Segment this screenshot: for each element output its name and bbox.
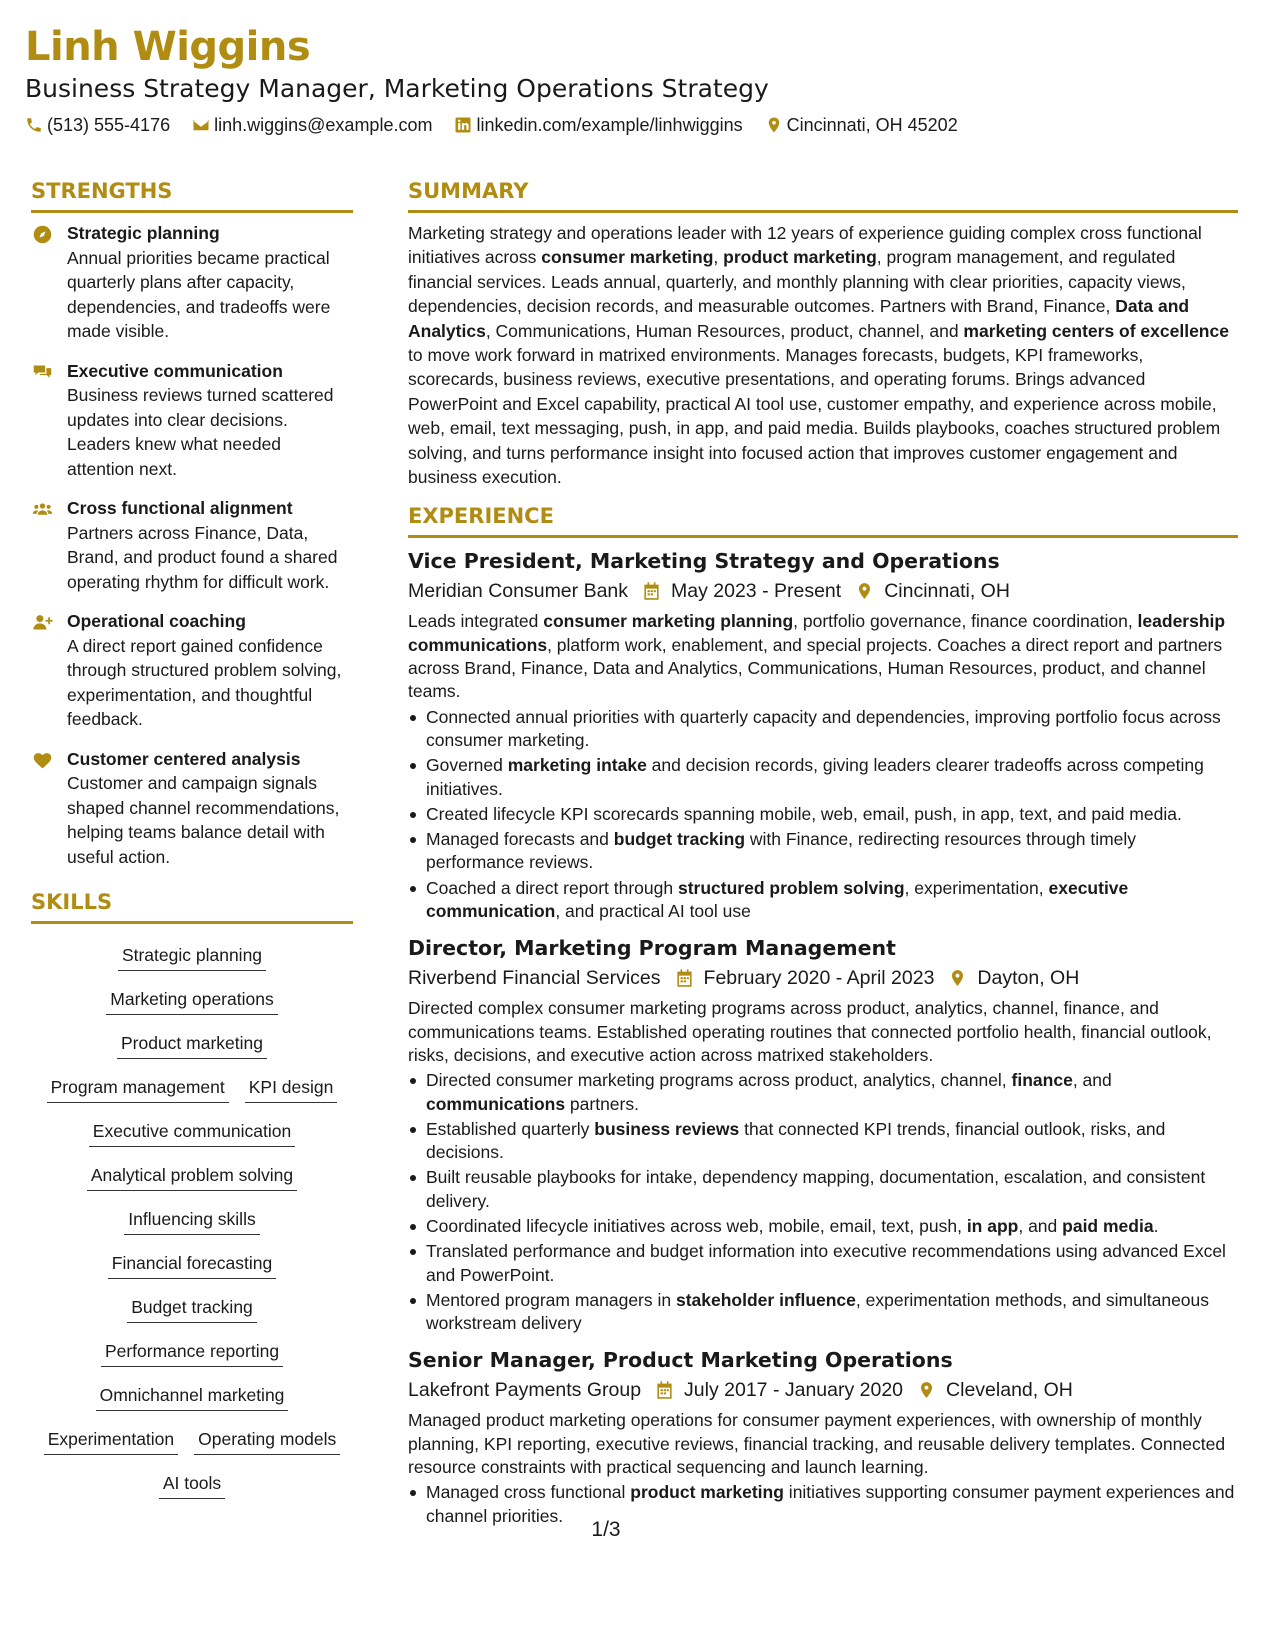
skill-tag: Product marketing bbox=[117, 1030, 267, 1059]
text-segment: and decision records, giving leaders clearer tradeoffs across competing initiatives. bbox=[426, 755, 1204, 799]
skill-tag: Executive communication bbox=[89, 1118, 295, 1147]
text-segment: , portfolio governance, finance coordination, bbox=[793, 611, 1138, 632]
strengths-heading: STRENGTHS bbox=[31, 176, 353, 213]
location-text: Cincinnati, OH 45202 bbox=[786, 115, 958, 135]
strength-text: Customer and campaign signals shaped channel recommendations, helping teams balance detail with useful action. bbox=[67, 773, 340, 867]
emphasis-text: Data and Analytics bbox=[408, 296, 1190, 341]
skill-row bbox=[31, 1470, 353, 1499]
skill-row bbox=[31, 942, 353, 971]
text-segment: , experimentation, bbox=[904, 877, 1049, 898]
skill-tag: Financial forecasting bbox=[108, 1250, 277, 1279]
bullet-item bbox=[408, 803, 1238, 826]
job-meta bbox=[408, 1375, 1238, 1405]
job-title: Senior Manager, Product Marketing Operations bbox=[408, 1348, 953, 1373]
skill-row bbox=[31, 1118, 353, 1147]
dates-text: July 2017 - January 2020 bbox=[684, 1379, 904, 1402]
job-description bbox=[408, 610, 1238, 703]
text-segment: Directed consumer marketing programs across product, analytics, channel, bbox=[426, 1070, 1012, 1091]
skill-row bbox=[31, 986, 353, 1015]
text-segment: Directed complex consumer marketing programs across product, analytics, channel, finance, and communications teams. Established operating routines that connected portfolio health, financial outlook, risks, decisions, and executive action across matrixed stakeholders. bbox=[408, 998, 1212, 1065]
text-segment: with Finance, redirecting resources through timely performance reviews. bbox=[426, 829, 1137, 873]
emphasis-text: product marketing bbox=[630, 1482, 784, 1503]
phone-icon bbox=[25, 116, 43, 134]
skill-tag: Program management bbox=[47, 1074, 229, 1103]
job-entry bbox=[408, 546, 1238, 923]
emphasis-text: communications bbox=[426, 1093, 566, 1114]
bullet-item bbox=[408, 754, 1238, 801]
text-segment: Created lifecycle KPI scorecards spanning mobile, web, email, push, in app, text, and paid media. bbox=[426, 803, 1182, 824]
job-meta bbox=[408, 963, 1238, 993]
company-text: Riverbend Financial Services bbox=[408, 967, 661, 990]
bullet-item bbox=[408, 1118, 1238, 1165]
text-segment: , and bbox=[1072, 1070, 1112, 1091]
skill-row bbox=[31, 1426, 353, 1455]
emphasis-text: marketing intake bbox=[507, 755, 647, 776]
skill-row bbox=[31, 1074, 353, 1103]
company-name bbox=[408, 576, 628, 606]
job-location bbox=[948, 963, 1079, 993]
emphasis-text: consumer marketing planning bbox=[543, 611, 794, 632]
emphasis-text: marketing centers of excellence bbox=[963, 320, 1229, 341]
bullet-item bbox=[408, 1289, 1238, 1336]
skill-row bbox=[31, 1294, 353, 1323]
text-segment: Governed bbox=[426, 755, 508, 776]
skill-row bbox=[31, 1162, 353, 1191]
text-segment: , platform work, enablement, and special projects. Coaches a direct report and partners across Brand, Finance, Data and Analytics, Communications, Human Resources, product, and channel teams. bbox=[408, 634, 1223, 702]
text-segment: to move work forward in matrixed environments. Manages forecasts, budgets, KPI frameworks, scorecards, business reviews, executive presentations, and operating forums. Brings advanced PowerPoint and Excel capability, practical AI tool use, customer empathy, and experience across mobile, web, email, text messaging, push, in app, and paid media. Builds playbooks, coaches structured problem solving, and turns performance insight into focused action that improves customer engagement and business execution. bbox=[408, 345, 1221, 488]
text-segment: , experimentation methods, and simultaneous workstream delivery bbox=[426, 1289, 1210, 1334]
strength-title: Customer centered analysis bbox=[67, 748, 301, 769]
emphasis-text: stakeholder influence bbox=[675, 1289, 856, 1310]
text-segment: Mentored program managers in bbox=[426, 1289, 676, 1310]
skill-tag: Performance reporting bbox=[101, 1338, 283, 1367]
emphasis-text: in app bbox=[966, 1216, 1019, 1236]
bullet-item bbox=[408, 1215, 1238, 1238]
text-segment: Built reusable playbooks for intake, dependency mapping, documentation, escalation, and consistent delivery. bbox=[426, 1167, 1206, 1211]
dates-text: May 2023 - Present bbox=[671, 580, 842, 603]
skill-tag: KPI design bbox=[245, 1074, 338, 1103]
strength-item bbox=[31, 747, 353, 870]
job-bullets bbox=[408, 1069, 1238, 1335]
emphasis-text: consumer marketing bbox=[541, 247, 714, 268]
company-text: Meridian Consumer Bank bbox=[408, 580, 629, 603]
bullet-item bbox=[408, 828, 1238, 875]
strength-title: Cross functional alignment bbox=[67, 498, 293, 518]
compass-icon bbox=[32, 224, 53, 245]
chat-bubbles-icon bbox=[32, 362, 53, 383]
skills-list bbox=[31, 932, 353, 1514]
linkedin-text: linkedin.com/example/linhwiggins bbox=[476, 115, 743, 135]
skill-tag: AI tools bbox=[159, 1470, 225, 1499]
calendar-icon bbox=[642, 581, 661, 601]
location-pin-icon bbox=[948, 968, 967, 988]
job-meta bbox=[408, 576, 1238, 606]
strength-item bbox=[31, 221, 353, 344]
location-text: Cincinnati, OH bbox=[884, 580, 1010, 603]
strength-item bbox=[31, 359, 353, 482]
skill-tag: Strategic planning bbox=[118, 942, 266, 971]
skill-tag: Analytical problem solving bbox=[87, 1162, 297, 1191]
text-segment: Managed forecasts and bbox=[426, 829, 614, 850]
resume-header bbox=[25, 22, 1255, 138]
job-dates bbox=[655, 1375, 903, 1405]
strength-title: Strategic planning bbox=[67, 223, 220, 243]
text-segment: Coached a direct report through bbox=[426, 877, 678, 898]
email-text: linh.wiggins@example.com bbox=[214, 115, 433, 135]
job-entry bbox=[408, 933, 1238, 1335]
location-pin-icon bbox=[765, 116, 783, 134]
job-bullets bbox=[408, 706, 1238, 924]
text-segment: Managed product marketing operations for consumer payment experiences, with ownership of monthly planning, KPI reporting, executive reviews, financial tracking, and reusable delivery templates. Connected resource constraints with practical sequencing and launch learning. bbox=[408, 1410, 1226, 1478]
text-segment: Established quarterly bbox=[426, 1118, 595, 1139]
envelope-icon bbox=[192, 116, 210, 134]
job-entry bbox=[408, 1345, 1238, 1527]
bullet-item bbox=[408, 1069, 1238, 1116]
summary-text bbox=[408, 221, 1238, 489]
heart-icon bbox=[32, 750, 53, 771]
company-name bbox=[408, 1375, 641, 1405]
experience-list bbox=[408, 546, 1238, 1528]
contact-linkedin[interactable] bbox=[454, 112, 742, 138]
text-segment: Marketing strategy and operations leader with 12 years of experience guiding complex cross functional initiatives across bbox=[408, 223, 1202, 268]
emphasis-text: executive communication bbox=[426, 877, 1129, 922]
company-name bbox=[408, 963, 661, 993]
job-description bbox=[408, 1409, 1238, 1479]
linkedin-icon bbox=[454, 116, 472, 134]
company-text: Lakefront Payments Group bbox=[408, 1379, 642, 1402]
text-segment: . bbox=[1153, 1216, 1159, 1236]
calendar-icon bbox=[675, 968, 694, 988]
text-segment: Translated performance and budget information into executive recommendations using advanced Excel and PowerPoint. bbox=[426, 1241, 1226, 1285]
skill-row bbox=[31, 1030, 353, 1059]
skill-row bbox=[31, 1250, 353, 1279]
skill-tag: Budget tracking bbox=[127, 1294, 257, 1323]
bullet-item bbox=[408, 877, 1238, 924]
emphasis-text: leadership communications bbox=[408, 611, 1226, 655]
skill-tag: Influencing skills bbox=[124, 1206, 259, 1235]
emphasis-text: paid media bbox=[1062, 1216, 1154, 1236]
contact-bar bbox=[25, 112, 1255, 138]
location-pin-icon bbox=[855, 581, 874, 601]
calendar-icon bbox=[655, 1380, 674, 1400]
text-segment: , Communications, Human Resources, product, channel, and bbox=[485, 320, 964, 341]
strength-text: A direct report gained confidence through structured problem solving, experimentation, and thoughtful feedback. bbox=[67, 635, 342, 729]
strength-title: Operational coaching bbox=[67, 611, 246, 631]
text-segment: Connected annual priorities with quarterly capacity and dependencies, improving portfolio focus across consumer marketing. bbox=[426, 706, 1221, 750]
bullet-item bbox=[408, 1240, 1238, 1287]
text-segment: , and bbox=[1018, 1216, 1063, 1236]
candidate-title: Business Strategy Manager, Marketing Operations Strategy bbox=[25, 74, 769, 103]
page-number: 1/3 bbox=[591, 1518, 621, 1541]
skill-tag: Operating models bbox=[194, 1426, 340, 1455]
text-segment: , and practical AI tool use bbox=[555, 901, 751, 922]
skill-row bbox=[31, 1206, 353, 1235]
dates-text: February 2020 - April 2023 bbox=[703, 967, 935, 990]
skill-tag: Omnichannel marketing bbox=[96, 1382, 289, 1411]
skills-heading: SKILLS bbox=[31, 887, 353, 924]
job-dates bbox=[642, 576, 841, 606]
text-segment: initiatives supporting consumer payment experiences and channel priorities. bbox=[426, 1482, 1235, 1526]
user-plus-icon bbox=[32, 612, 53, 633]
job-location bbox=[917, 1375, 1073, 1405]
strength-item bbox=[31, 496, 353, 594]
skill-row bbox=[31, 1382, 353, 1411]
strength-text: Business reviews turned scattered updates into clear decisions. Leaders knew what needed attention next. bbox=[67, 385, 334, 479]
candidate-name: Linh Wiggins bbox=[25, 24, 311, 70]
strength-text: Annual priorities became practical quarterly plans after capacity, dependencies, and tradeoffs were made visible. bbox=[67, 247, 331, 341]
text-segment: , program management, and regulated financial services. Leads annual, quarterly, and monthly planning with clear priorities, capacity views, dependencies, decision records, and measurable outcomes. Partners with Brand, Finance, bbox=[408, 247, 1186, 317]
strength-text: Partners across Finance, Data, Brand, and product found a shared operating rhythm for difficult work. bbox=[67, 522, 338, 592]
people-group-icon bbox=[32, 499, 53, 520]
emphasis-text: business reviews bbox=[594, 1118, 740, 1139]
location-pin-icon bbox=[917, 1380, 936, 1400]
text-segment: Managed cross functional bbox=[426, 1482, 631, 1503]
skill-row bbox=[31, 1338, 353, 1367]
strength-item bbox=[31, 609, 353, 732]
skill-tag: Marketing operations bbox=[106, 986, 277, 1015]
experience-heading: EXPERIENCE bbox=[408, 501, 1238, 538]
job-location bbox=[855, 576, 1010, 606]
phone-text: (513) 555-4176 bbox=[47, 115, 171, 135]
skill-tag: Experimentation bbox=[44, 1426, 178, 1455]
text-segment: , bbox=[713, 247, 724, 268]
bullet-item bbox=[408, 706, 1238, 753]
text-segment: that connected KPI trends, financial outlook, risks, and decisions. bbox=[426, 1118, 1166, 1163]
location-text: Cleveland, OH bbox=[946, 1379, 1073, 1402]
job-title: Director, Marketing Program Management bbox=[408, 936, 896, 961]
job-description bbox=[408, 997, 1238, 1067]
job-title: Vice President, Marketing Strategy and Operations bbox=[408, 549, 1000, 574]
contact-phone[interactable] bbox=[25, 112, 170, 138]
contact-location bbox=[765, 112, 958, 138]
text-segment: partners. bbox=[565, 1093, 639, 1114]
right-column bbox=[408, 176, 1238, 1538]
text-segment: Coordinated lifecycle initiatives across web, mobile, email, text, push, bbox=[426, 1216, 967, 1236]
location-text: Dayton, OH bbox=[977, 967, 1080, 990]
emphasis-text: finance bbox=[1011, 1070, 1073, 1091]
contact-email[interactable] bbox=[192, 112, 432, 138]
job-dates bbox=[675, 963, 935, 993]
summary-heading: SUMMARY bbox=[408, 176, 1238, 213]
emphasis-text: budget tracking bbox=[613, 829, 746, 850]
strength-title: Executive communication bbox=[67, 360, 283, 381]
emphasis-text: product marketing bbox=[723, 247, 877, 268]
text-segment: Leads integrated bbox=[408, 611, 544, 632]
emphasis-text: structured problem solving bbox=[677, 877, 905, 898]
left-column bbox=[31, 176, 353, 1514]
bullet-item bbox=[408, 1166, 1238, 1213]
